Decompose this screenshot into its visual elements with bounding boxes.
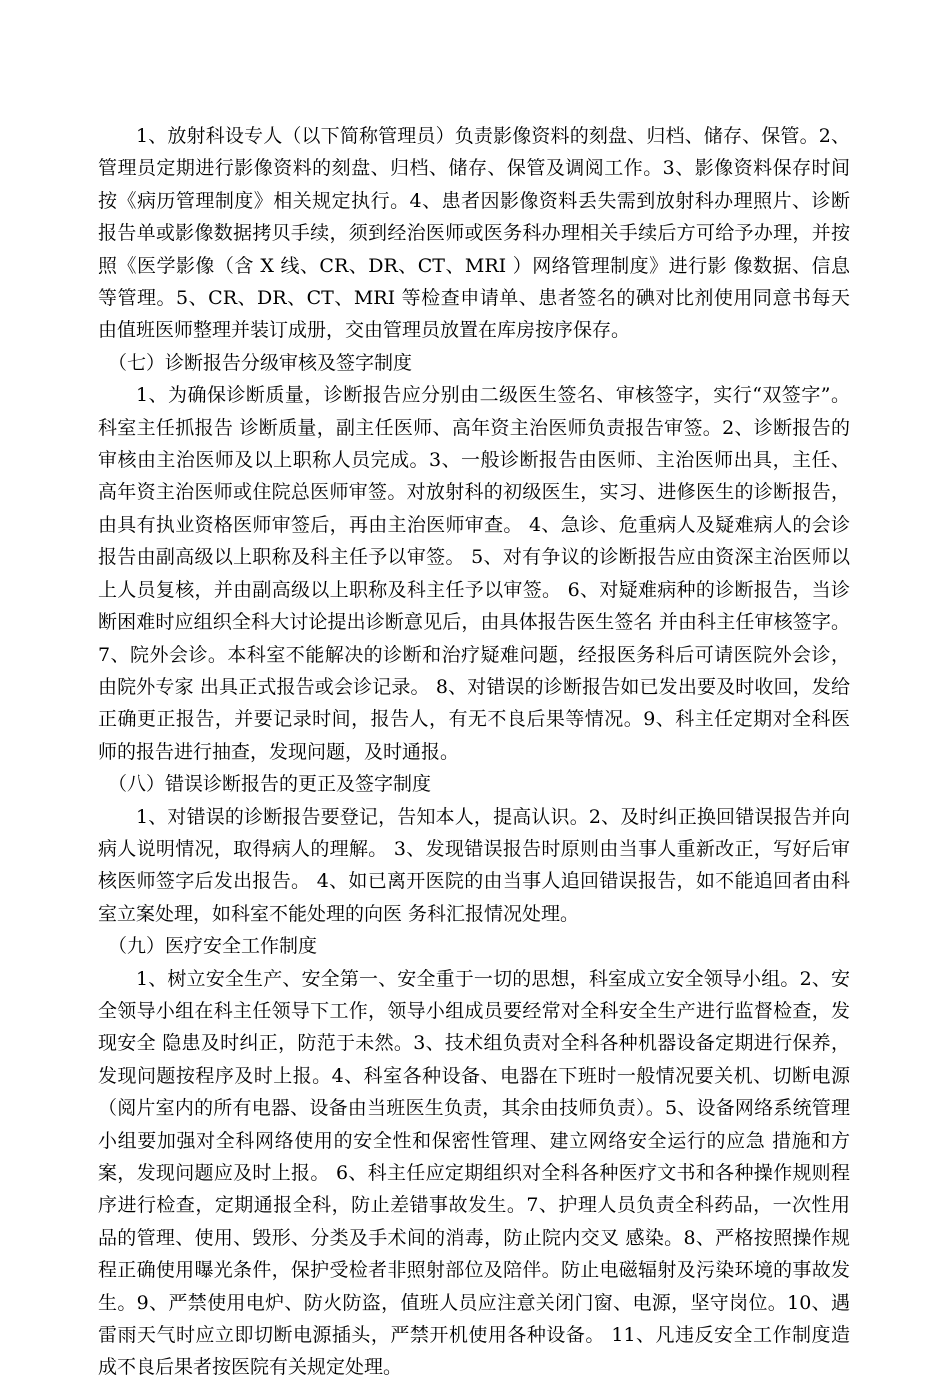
- paragraph-error-correction-rules: 1、对错误的诊断报告要登记，告知本人，提高认识。2、及时纠正换回错误报告并向病人说明情况，取得病人的理解。 3、发现错误报告时原则由当事人重新改正，写好后审核医师签字后发出报告。 4、如已离开医院的由当事人追回错误报告，如不能追回者由科室立案处理，如科室不能处理的向医 务科汇报情况处理。: [98, 805, 850, 925]
- document-body: [98, 120, 850, 1384]
- section-heading-7: （七）诊断报告分级审核及签字制度: [108, 351, 413, 374]
- paragraph-report-review-rules: 1、为确保诊断质量，诊断报告应分别由二级医生签名、审核签字，实行“双签字”。科室主任抓报告 诊断质量，副主任医师、高年资主治医师负责报告审签。2、诊断报告的审核由主治医师及以上职称人员完成。3、一般诊断报告由医师、主治医师出具，主任、高年资主治医师或住院总医师审签。对放射科的初级医生，实习、进修医生的诊断报告，由具有执业资格医师审签后，再由主治医师审查。 4、急诊、危重病人及疑难病人的会诊报告由副高级以上职称及科主任予以审签。 5、对有争议的诊断报告应由资深主治医师以上人员复核，并由副高级以上职称及科主任予以审签。 6、对疑难病种的诊断报告，当诊断困难时应组织全科大讨论提出诊断意见后，由具体报告医生签名 并由科主任审核签字。7、院外会诊。本科室不能解决的诊断和治疗疑难问题，经报医务科后可请医院外会诊，由院外专家 出具正式报告或会诊记录。 8、对错误的诊断报告如已发出要及时收回，发给正确更正报告，并要记录时间，报告人，有无不良后果等情况。9、科主任定期对全科医师的报告进行抽查，发现问题，及时通报。: [98, 384, 850, 763]
- section-heading-8: （八）错误诊断报告的更正及签字制度: [108, 773, 432, 796]
- paragraph-safety-rules: 1、树立安全生产、安全第一、安全重于一切的思想，科室成立安全领导小组。2、安全领导小组在科主任领导下工作，领导小组成员要经常对全科安全生产进行监督检查，发现安全 隐患及时纠正，防范于未然。3、技术组负责对全科各种机器设备定期进行保养，发现问题按程序及时上报。4、科室各种设备、电器在下班时一般情况要关机、切断电源（阅片室内的所有电器、设备由当班医生负责，其余由技师负责）。5、设备网络系统管理小组要加强对全科网络使用的安全性和保密性管理、建立网络安全运行的应急 措施和方案，发现问题应及时上报。 6、科主任应定期组织对全科各种医疗文书和各种操作规则程序进行检查，定期通报全科，防止差错事故发生。7、护理人员负责全科药品，一次性用品的管理、使用、毁形、分类及手术间的消毒，防止院内交叉 感染。8、严格按照操作规程正确使用曝光条件，保护受检者非照射部位及陪伴。防止电磁辐射及污染环境的事故发生。9、严禁使用电炉、防火防盗，值班人员应注意关闭门窗、电源，坚守岗位。10、遇雷雨天气时应立即切断电源插头，严禁开机使用各种设备。 11、凡违反安全工作制度造成不良后果者按医院有关规定处理。: [98, 967, 850, 1379]
- paragraph-image-archive-rules: 1、放射科设专人（以下简称管理员）负责影像资料的刻盘、归档、储存、保管。2、管理员定期进行影像资料的刻盘、归档、储存、保管及调阅工作。3、影像资料保存时间按《病历管理制度》相关规定执行。4、患者因影像资料丢失需到放射科办理照片、诊断报告单或影像数据拷贝手续，须到经治医师或医务科办理相关手续后方可给予办理，并按照《医学影像（含 X 线、CR、DR、CT、MRI ）网络管理制度》进行影 像数据、信息等管理。5、CR、DR、CT、MRI 等检查申请单、患者签名的碘对比剂使用同意书每天由值班医师整理并装订成册，交由管理员放置在库房按序保存。: [98, 125, 850, 342]
- section-heading-9: （九）医疗安全工作制度: [108, 935, 318, 958]
